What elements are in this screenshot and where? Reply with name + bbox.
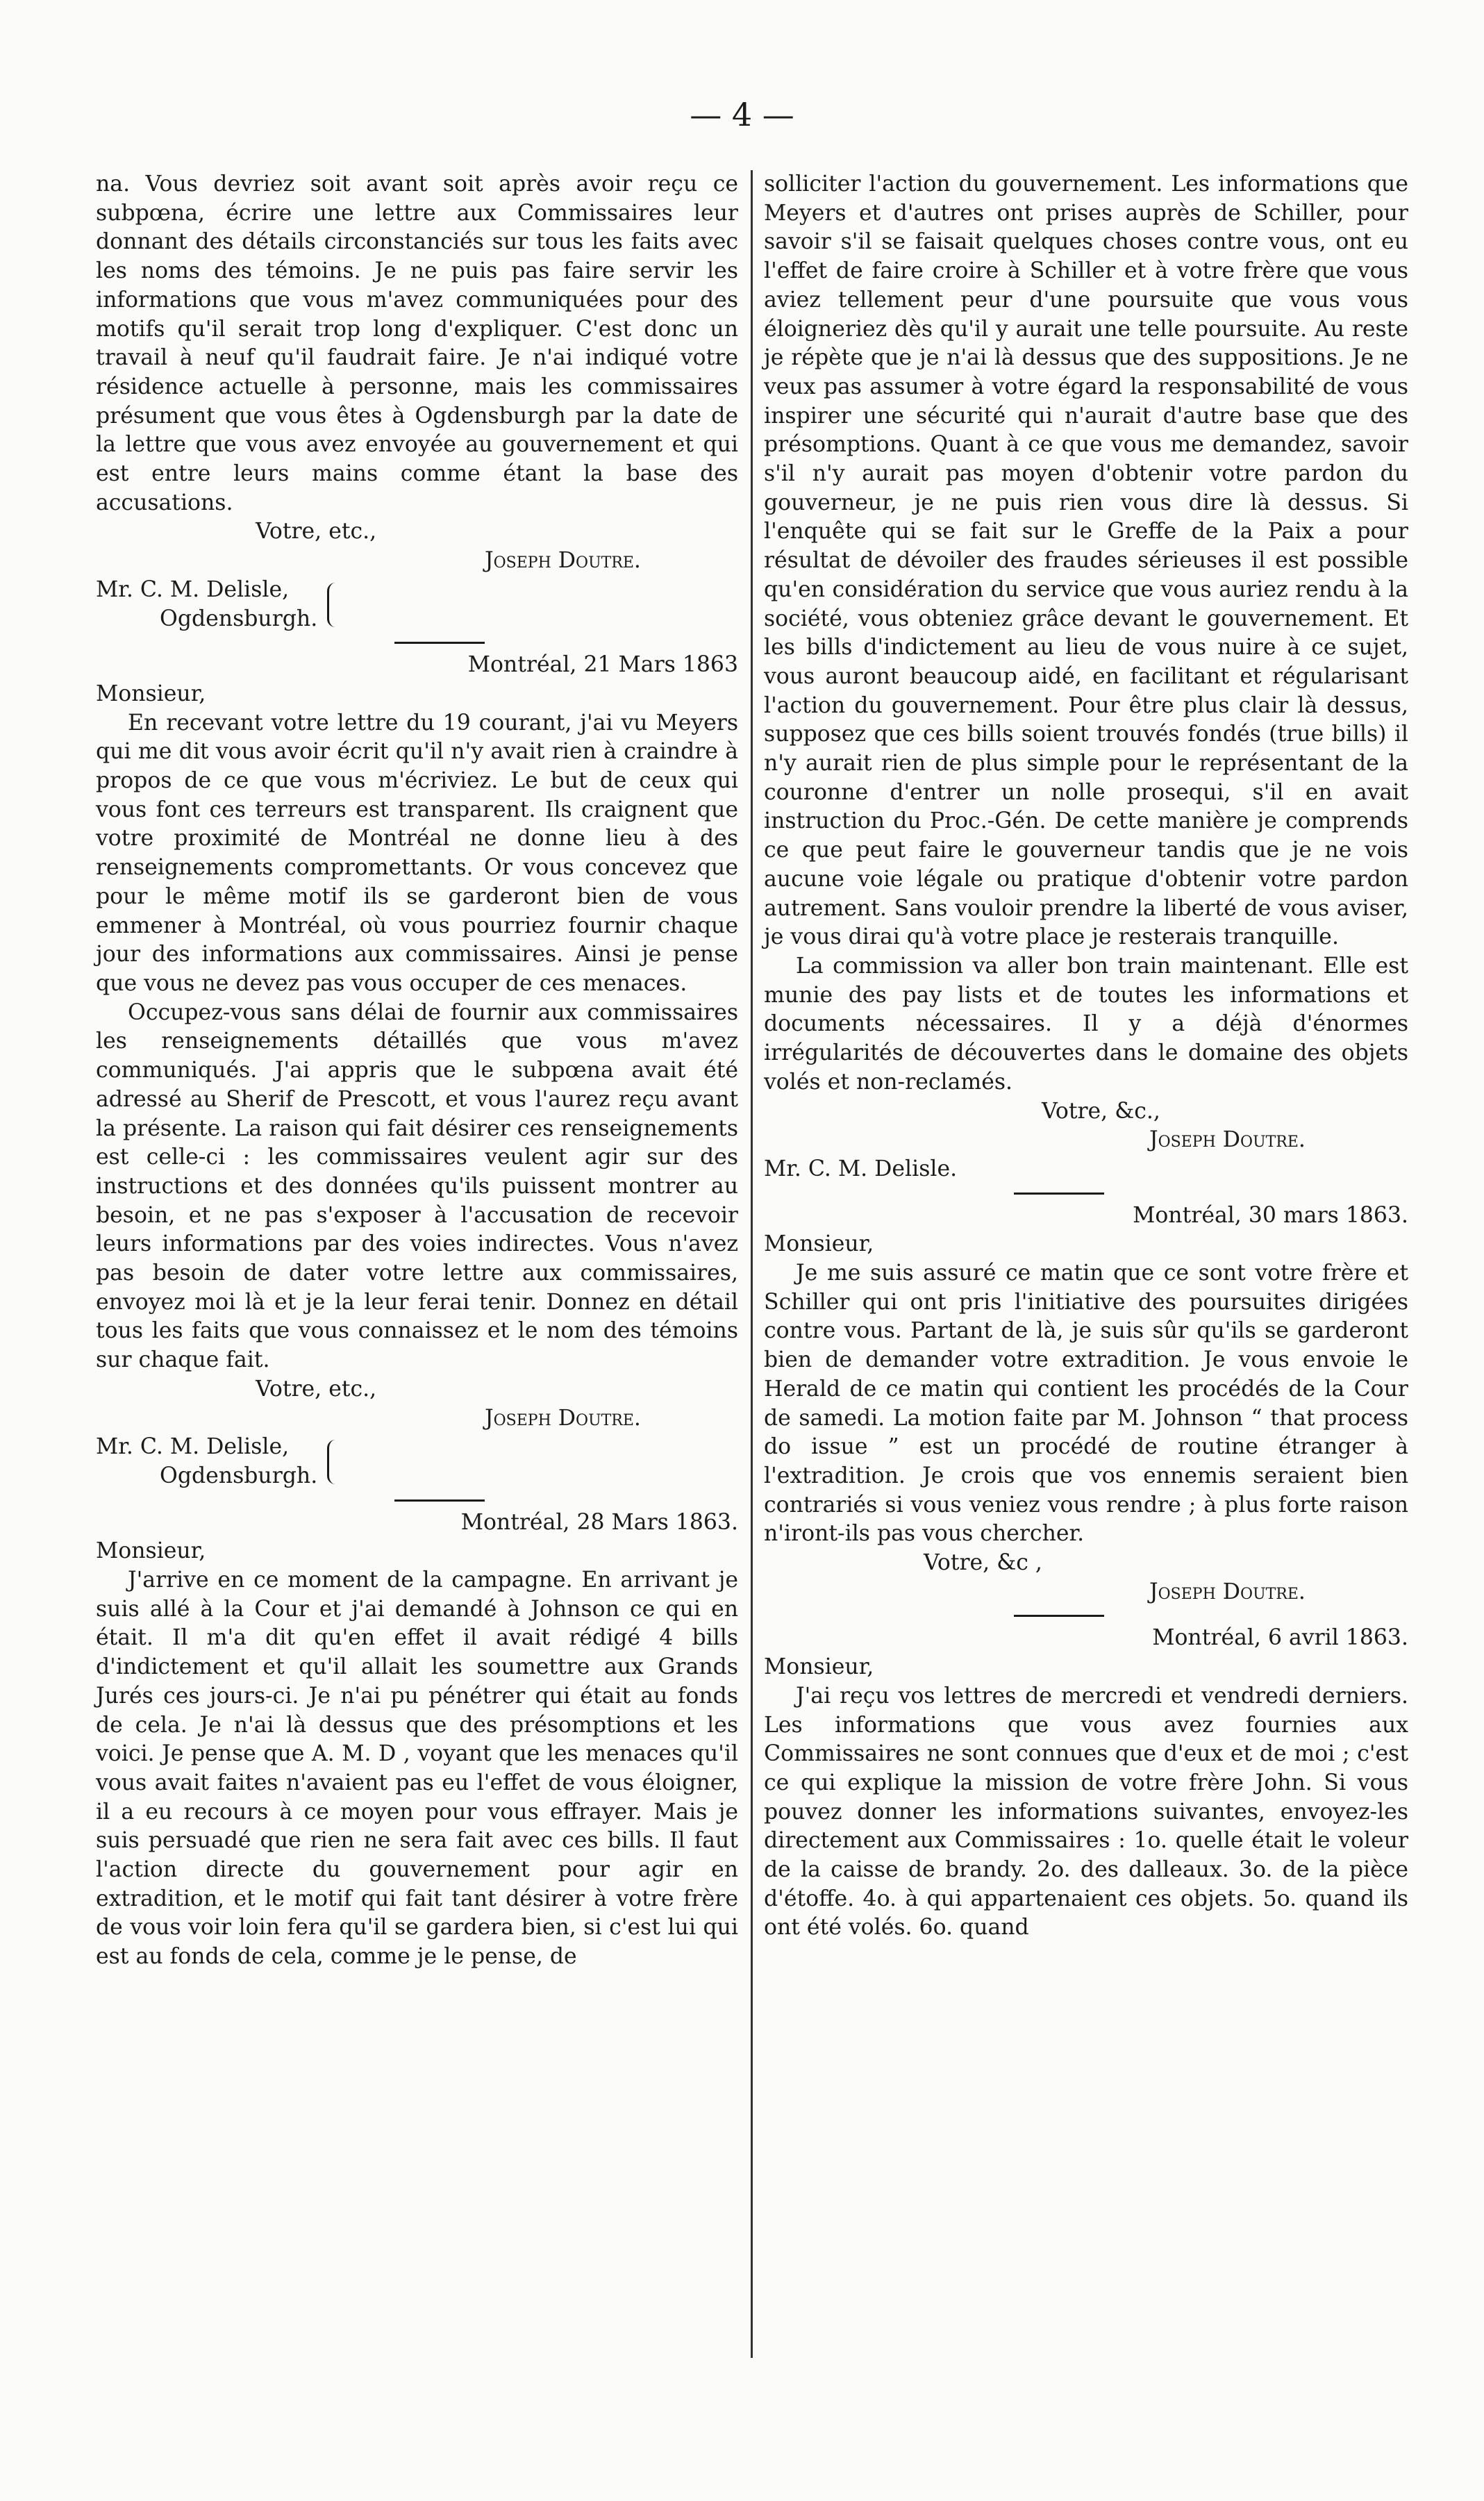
letter1-closing: Votre, etc., [256,519,377,545]
letter5-paragraph-1: J'ai reçu vos lettres de mercredi et vendredi derniers. Les informations que vous avez fournies aux Commissaires ne sont connues que d'eux et de moi ; c'est ce qui explique la mission de votre frère John. Si vous pouvez donner les informations suivantes, envoyez-les directement aux Commissaires : 1o. quelle était le voleur de la caisse de brandy. 2o. des dalleaux. 3o. de la pièce d'étoffe. 4o. à qui appartenaient ces objets. 5o. quand ils ont été volés. 6o. quand [764,1683,1408,1941]
brace-mark [327,1440,344,1484]
letter2-closing: Votre, etc., [256,1376,377,1402]
letter2-paragraph-1: En recevant votre lettre du 19 courant, j'ai vu Meyers qui me dit vous avoir écrit qu'il n'y avait rien à craindre à propos de ce que vous m'écriviez. Le but de ceux qui vous font ces terreurs est transparent. Ils craignent que votre proximité de Montréal ne donne lieu à des renseignements compromettants. Or vous concevez que pour le même motif ils se garderont bien de vous emmener à Montréal, où vous pourriez fournir chaque jour des informations aux commissaires. Ainsi je pense que vous ne devez pas vous occuper de ces menaces. [96,710,738,996]
letter3-paragraph-2: La commission va aller bon train maintenant. Elle est munie des pay lists et de toutes les informations et documents nécessaires. Il y a déjà d'énormes irrégularités de découvertes dans le domaine des objets volés et non-reclamés. [764,953,1408,1095]
separator-rule [394,642,485,644]
letter3-author: Joseph Doutre. [1149,1127,1306,1153]
letter2-author: Joseph Doutre. [485,1405,641,1431]
letter2-paragraph-2: Occupez-vous sans délai de fournir aux commissaires les renseignements détaillés que vous m'avez communiqués. J'ai appris que le subpœna avait été adressé au Sherif de Prescott, et vous l'aurez reçu avant la présente. La raison qui fait désirer ces renseignements est celle-ci : les commissaires veulent agir sur des instructions et des données qu'ils puissent montrer au besoin, et ne pas s'exposer à l'accusation de recevoir leurs informations par des voies indirectes. Vous n'avez pas besoin de dater votre lettre aux commissaires, envoyez moi là et je la leur ferai tenir. Donnez en détail tous les faits que vous connaissez et le nom des témoins sur chaque fait. [96,999,738,1373]
letter3-date: Montréal, 28 Mars 1863. [460,1509,738,1535]
letter1-continuation: na. Vous devriez soit avant soit après avoir reçu ce subpœna, écrire une lettre aux Commissaires leur donnant des détails circonstanciés sur tous les faits avec les noms des témoins. Je ne puis pas faire servir les informations que vous m'avez communiquées pour des motifs qu'il serait trop long d'expliquer. C'est donc un travail à neuf qu'il faudrait faire. Je n'ai indiqué votre résidence actuelle à personne, mais les commissaires présument que vous êtes à Ogdensburgh par la date de la lettre que vous avez envoyée au gouvernement et qui est entre leurs mains comme étant la base des accusations. [96,172,738,515]
letter2-recipient: Mr. C. M. Delisle, [96,1434,290,1460]
separator-rule [1014,1615,1104,1617]
letter2-date: Montréal, 21 Mars 1863 [467,652,738,678]
letter3-recipient: Mr. C. M. Delisle. [764,1156,958,1181]
separator-rule [1014,1193,1104,1195]
page-number: — 4 — [690,96,794,133]
brace-mark [327,583,344,627]
letter1-recipient: Mr. C. M. Delisle, [96,576,290,602]
letter4-paragraph-1: Je me suis assuré ce matin que ce sont votre frère et Schiller qui ont pris l'initiative des poursuites dirigées contre vous. Partant de là, je suis sûr qu'ils se garderont bien de demander votre extradition. Je vous envoie le Herald de ce matin qui contient les procédés de la Cour de samedi. La motion faite par M. Johnson “ that process do issue ” est un procédé de routine étranger à l'extradition. Je crois que vos ennemis seraient bien contrariés si vous veniez vous rendre ; à plus forte raison n'iront-ils pas vous chercher. [764,1261,1408,1547]
letter2-city: Ogdensburgh. [160,1463,318,1488]
letter4-date: Montréal, 30 mars 1863. [1133,1202,1408,1228]
left-column [96,170,738,1972]
separator-rule [394,1499,485,1502]
letter3-closing: Votre, &c., [1042,1098,1160,1124]
letter2-salutation: Monsieur, [96,681,206,706]
letter5-salutation: Monsieur, [764,1654,874,1680]
letter4-author: Joseph Doutre. [1149,1579,1306,1604]
letter2-address [96,1433,738,1490]
right-column [764,170,1408,1943]
letter1-author: Joseph Doutre. [485,548,641,574]
letter5-date: Montréal, 6 avril 1863. [1152,1625,1408,1651]
letter3-continuation: solliciter l'action du gouvernement. Les informations que Meyers et d'autres ont prises auprès de Schiller, pour savoir s'il se faisait quelques choses contre vous, ont eu l'effet de faire croire à Schiller et à votre frère que vous aviez tellement peur d'une poursuite que vous vous éloigneriez dès qu'il y aurait une telle poursuite. Au reste je répète que je n'ai là dessus que des suppositions. Je ne veux pas assumer à votre égard la responsabilité de vous inspirer une sécurité qui n'aurait d'autre base que des présomptions. Quant à ce que vous me demandez, savoir s'il n'y aurait pas moyen d'obtenir votre pardon du gouverneur, je ne puis rien vous dire là dessus. Si l'enquête qui se fait sur le Greffe de la Paix a pour résultat de dévoiler des fraudes sérieuses il est possible qu'en considération du service que vous auriez rendu à la société, vous obteniez grâce devant le gouvernement. Et les bills d'indictement au lieu de vous nuire à ce sujet, vous auront beaucoup aidé, en facilitant et régularisant l'action du gouvernement. Pour être plus clair là dessus, supposez que ces bills soient trouvés fondés (true bills) il n'y aurait rien de plus simple pour le représentant de la couronne d'entrer un nolle prosequi, s'il en avait instruction du Proc.-Gén. De cette manière je comprends ce que peut faire le gouverneur tandis que je ne vois aucune voie légale ou pratique d'obtenir votre pardon autrement. Sans vouloir prendre la liberté de vous aviser, je vous dirai qu'à votre place je resterais tranquille. [764,172,1408,950]
letter1-city: Ogdensburgh. [160,606,318,631]
letter1-address [96,576,738,633]
letter4-closing: Votre, &c , [924,1550,1042,1576]
column-divider [751,170,753,2358]
letter4-salutation: Monsieur, [764,1231,874,1257]
letter3-paragraph-1: J'arrive en ce moment de la campagne. En arrivant je suis allé à la Cour et j'ai demandé à Johnson ce qui en était. Il m'a dit qu'en effet il avait rédigé 4 bills d'indictement et qu'il allait les soumettre aux Grands Jurés ces jours-ci. Je n'ai pu pénétrer qui était au fonds de cela. Je n'ai là dessus que des présomptions et les voici. Je pense que A. M. D , voyant que les menaces qu'il vous avait faites n'avaient pas eu l'effet de vous éloigner, il a eu recours à ce moyen pour vous effrayer. Mais je suis persuadé que rien ne sera fait avec ces bills. Il faut l'action directe du gouvernement pour agir en extradition, et le motif qui fait tant désirer à votre frère de vous voir loin fera qu'il se gardera bien, si c'est lui qui est au fonds de cela, comme je le pense, de [96,1568,738,1970]
letter3-salutation: Monsieur, [96,1538,206,1564]
